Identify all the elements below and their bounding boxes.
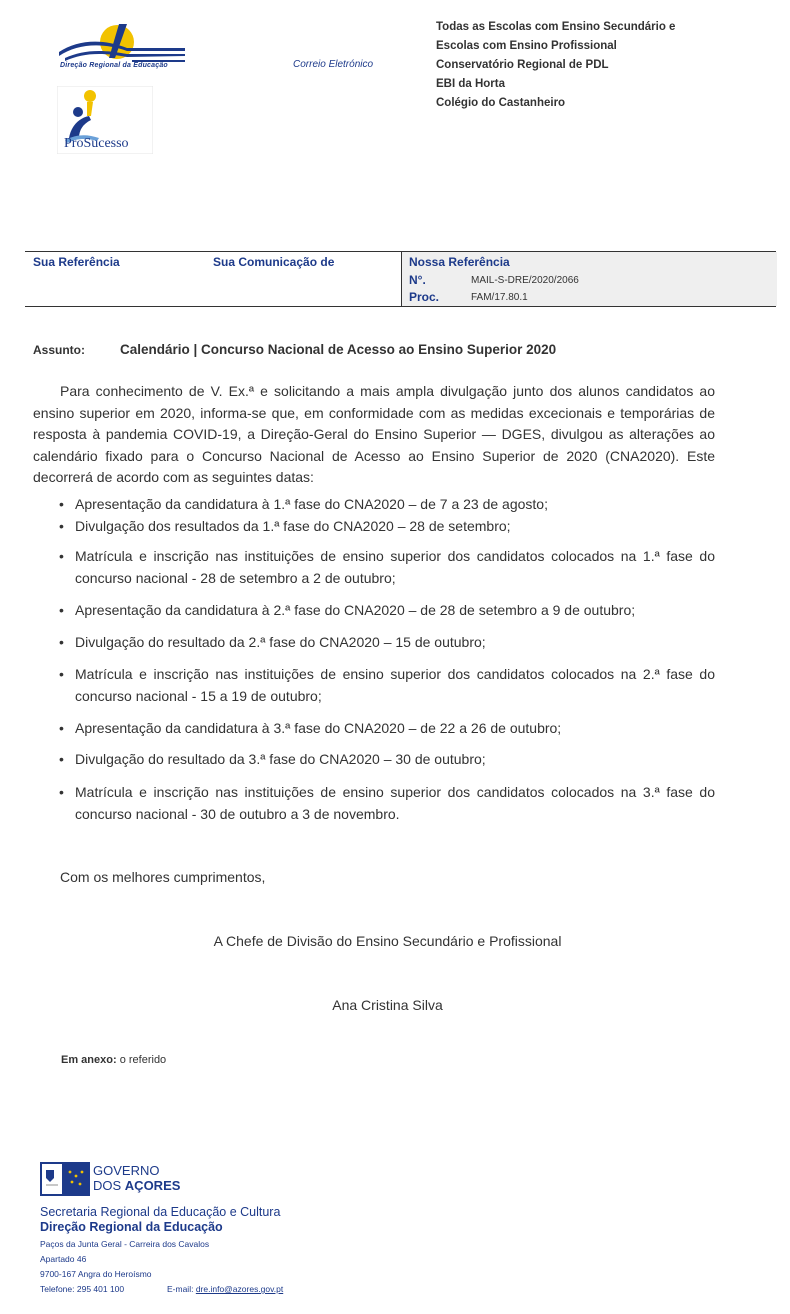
list-item: • Matrícula e inscrição nas instituições de ensino superior dos candidatos colocados na 1.ª fase do concurso nacional - 28 de setembro a 2 de outubro; [57,545,715,589]
list-item: • Divulgação do resultado da 2.ª fase do CNA2020 – 15 de outubro; [57,631,715,653]
governo-acores-flag-icon [40,1162,90,1196]
email-link[interactable]: dre.info@azores.gov.pt [195,1284,284,1294]
list-item: • Matrícula e inscrição nas instituições de ensino superior dos candidatos colocados na 3.ª fase do concurso nacional - 30 de outubro a 3 de novembro. [57,781,715,825]
secretariat-name: Secretaria Regional da Educação e Cultura [40,1205,281,1219]
reference-table-right [401,252,777,306]
delivery-channel: Correio Eletrónico [293,59,374,70]
gov-line-2b: AÇORES [124,1178,181,1193]
number-value: MAIL-S-DRE/2020/2066 [471,275,579,286]
list-item: • Divulgação dos resultados da 1.ª fase do CNA2020 – 28 de setembro; [57,515,715,537]
list-item: • Apresentação da candidatura à 2.ª fase do CNA2020 – de 28 de setembro a 9 de outubro; [57,599,715,621]
recipient-line: Conservatório Regional de PDL [436,59,609,71]
address-line: Apartado 46 [40,1254,87,1264]
address-line: Paços da Junta Geral - Carreira dos Cavalos [40,1239,210,1249]
your-reference-label: Sua Referência [33,255,120,269]
address-line: 9700-167 Angra do Heroísmo [40,1269,152,1279]
phone-line: Telefone: 295 401 100 [40,1284,125,1294]
subject-text: Calendário | Concurso Nacional de Acesso ao Ensino Superior 2020 [120,342,557,357]
annex-line [61,1054,166,1066]
process-value: FAM/17.80.1 [471,292,528,303]
your-communication-label: Sua Comunicação de [213,255,335,269]
recipient-line: EBI da Horta [436,78,506,90]
our-reference-label: Nossa Referência [409,255,510,269]
directorate-name: Direção Regional da Educação [40,1220,223,1234]
signatory-name: Ana Cristina Silva [332,997,443,1013]
email-line [167,1284,283,1294]
annex-value: o referido [119,1054,167,1066]
intro-paragraph: Para conhecimento de V. Ex.ª e solicitando a mais ampla divulgação junto dos alunos candidatos ao ensino superior em 2020, informa-se que, em conformidade com as medidas excecionais e temporárias de resposta à pandemia COVID-19, a Direção-Geral do Ensino Superior — DGES, divulgou as alterações ao calendário fixado para o Concurso Nacional de Acesso ao Ensino Superior de 2020 (CNA2020). Este decorrerá de acordo com as seguintes datas: [33,383,715,485]
recipient-line: Colégio do Castanheiro [436,97,566,109]
closing-text: Com os melhores cumprimentos, [60,869,266,885]
annex-label: Em anexo: [61,1054,117,1066]
reference-table [25,251,776,307]
list-item: • Divulgação do resultado da 3.ª fase do CNA2020 – 30 de outubro; [57,748,715,770]
email-label: E-mail: [167,1284,194,1294]
list-item: • Matrícula e inscrição nas instituições de ensino superior dos candidatos colocados na 2.ª fase do concurso nacional - 15 a 19 de outubro; [57,663,715,707]
recipient-line: Todas as Escolas com Ensino Secundário e [436,21,676,33]
signatory-role: A Chefe de Divisão do Ensino Secundário e Profissional [213,933,562,949]
subject-label: Assunto: [33,343,85,357]
process-label: Proc. [409,290,440,304]
number-label: N°. [409,273,426,287]
gov-line-1: GOVERNO [93,1163,160,1178]
list-item: • Apresentação da candidatura à 3.ª fase do CNA2020 – de 22 a 26 de outubro; [57,717,715,739]
reference-table-left [25,252,401,306]
dre-logo-caption: Direção Regional da Educação [60,62,168,69]
governo-acores-wordmark [93,1163,180,1193]
gov-line-2a: DOS [93,1178,125,1193]
gov-line-2 [93,1178,180,1193]
prosucesso-logo-text: ProSucesso [64,136,129,151]
recipients-block [436,18,675,113]
list-item: • Apresentação da candidatura à 1.ª fase do CNA2020 – de 7 a 23 de agosto; [57,493,715,515]
recipient-line: Escolas com Ensino Profissional [436,40,617,52]
